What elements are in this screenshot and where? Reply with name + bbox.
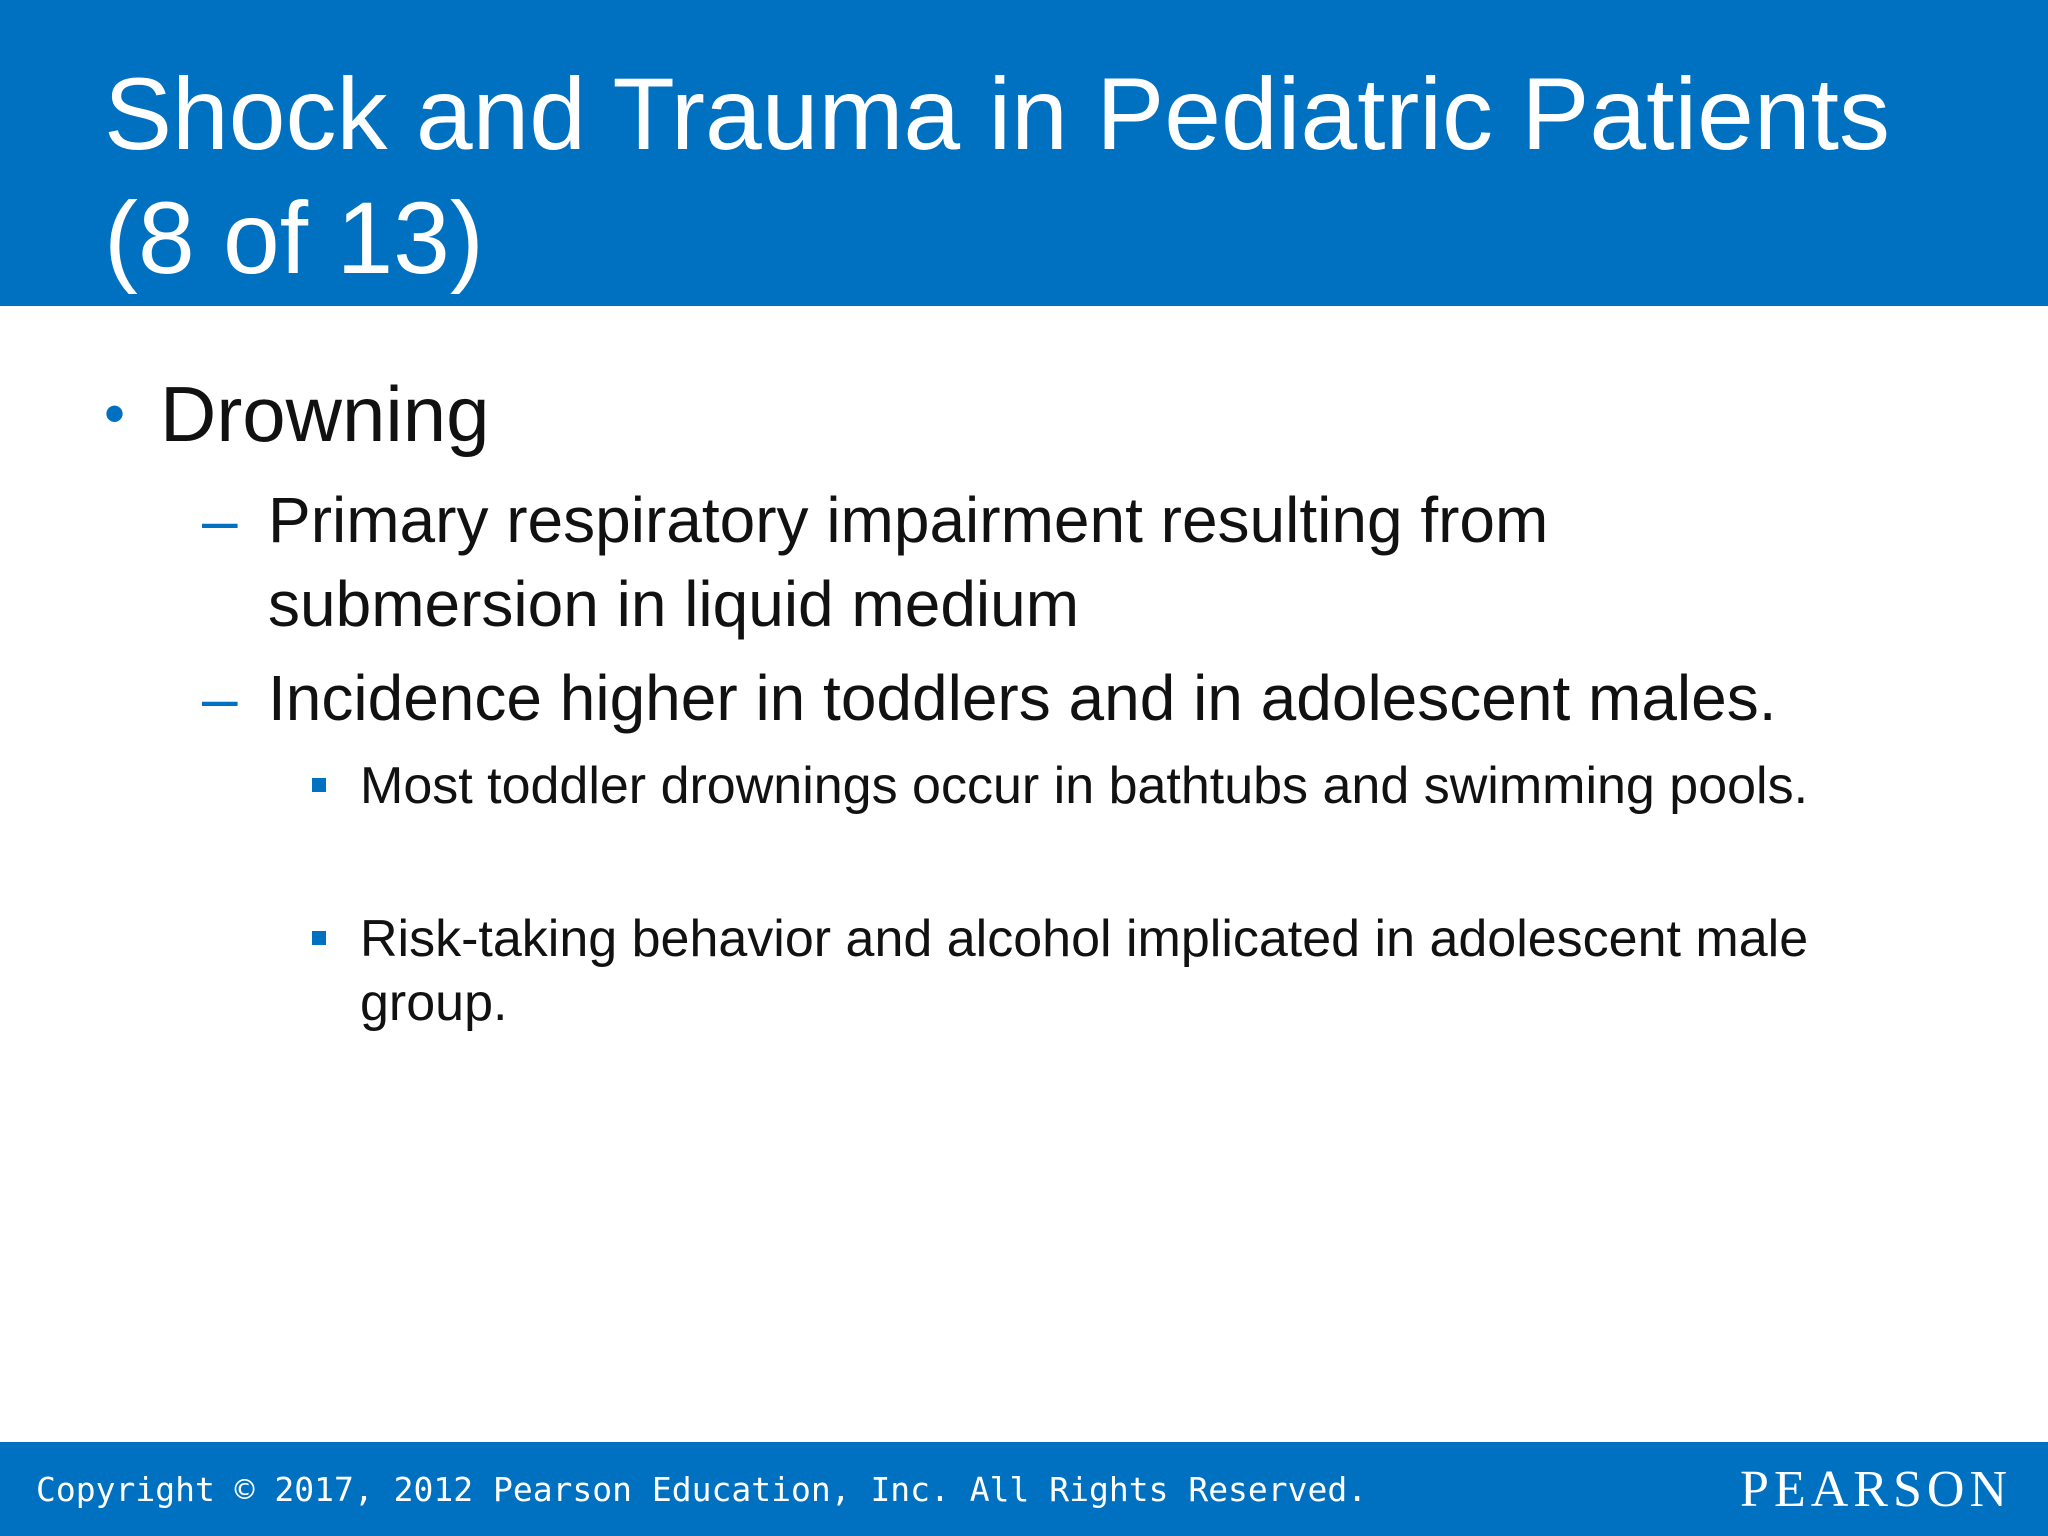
round-bullet-icon: • [104,380,126,447]
slide-title-line-1: Shock and Trauma in Pediatric Patients [104,57,1890,171]
bullet-text: Risk-taking behavior and alcohol implicated in adolescent male group. [360,910,1809,1032]
dash-bullet-icon: – [202,484,238,556]
slide-footer [0,1442,2048,1536]
copyright-notice: Copyright © 2017, 2012 Pearson Education, Inc. All Rights Reserved. [36,1470,1368,1509]
square-bullet-icon [312,778,326,792]
bullet-text: Most toddler drownings occur in bathtubs and swimming pools. [360,757,1809,815]
slide-title-line-2: (8 of 13) [104,181,484,295]
square-bullet-icon [312,931,326,945]
bullet-text: Primary respiratory impairment resulting from submersion in liquid medium [268,484,1549,640]
bullet-text: Incidence higher in toddlers and in adolescent males. [268,662,1777,734]
pearson-logo: PEARSON [1740,1461,2012,1518]
dash-bullet-icon: – [202,662,238,734]
slide-header [0,0,2048,306]
bullet-text: Drowning [160,370,490,458]
slide-title [104,52,2004,300]
slide-body [0,306,2048,1442]
